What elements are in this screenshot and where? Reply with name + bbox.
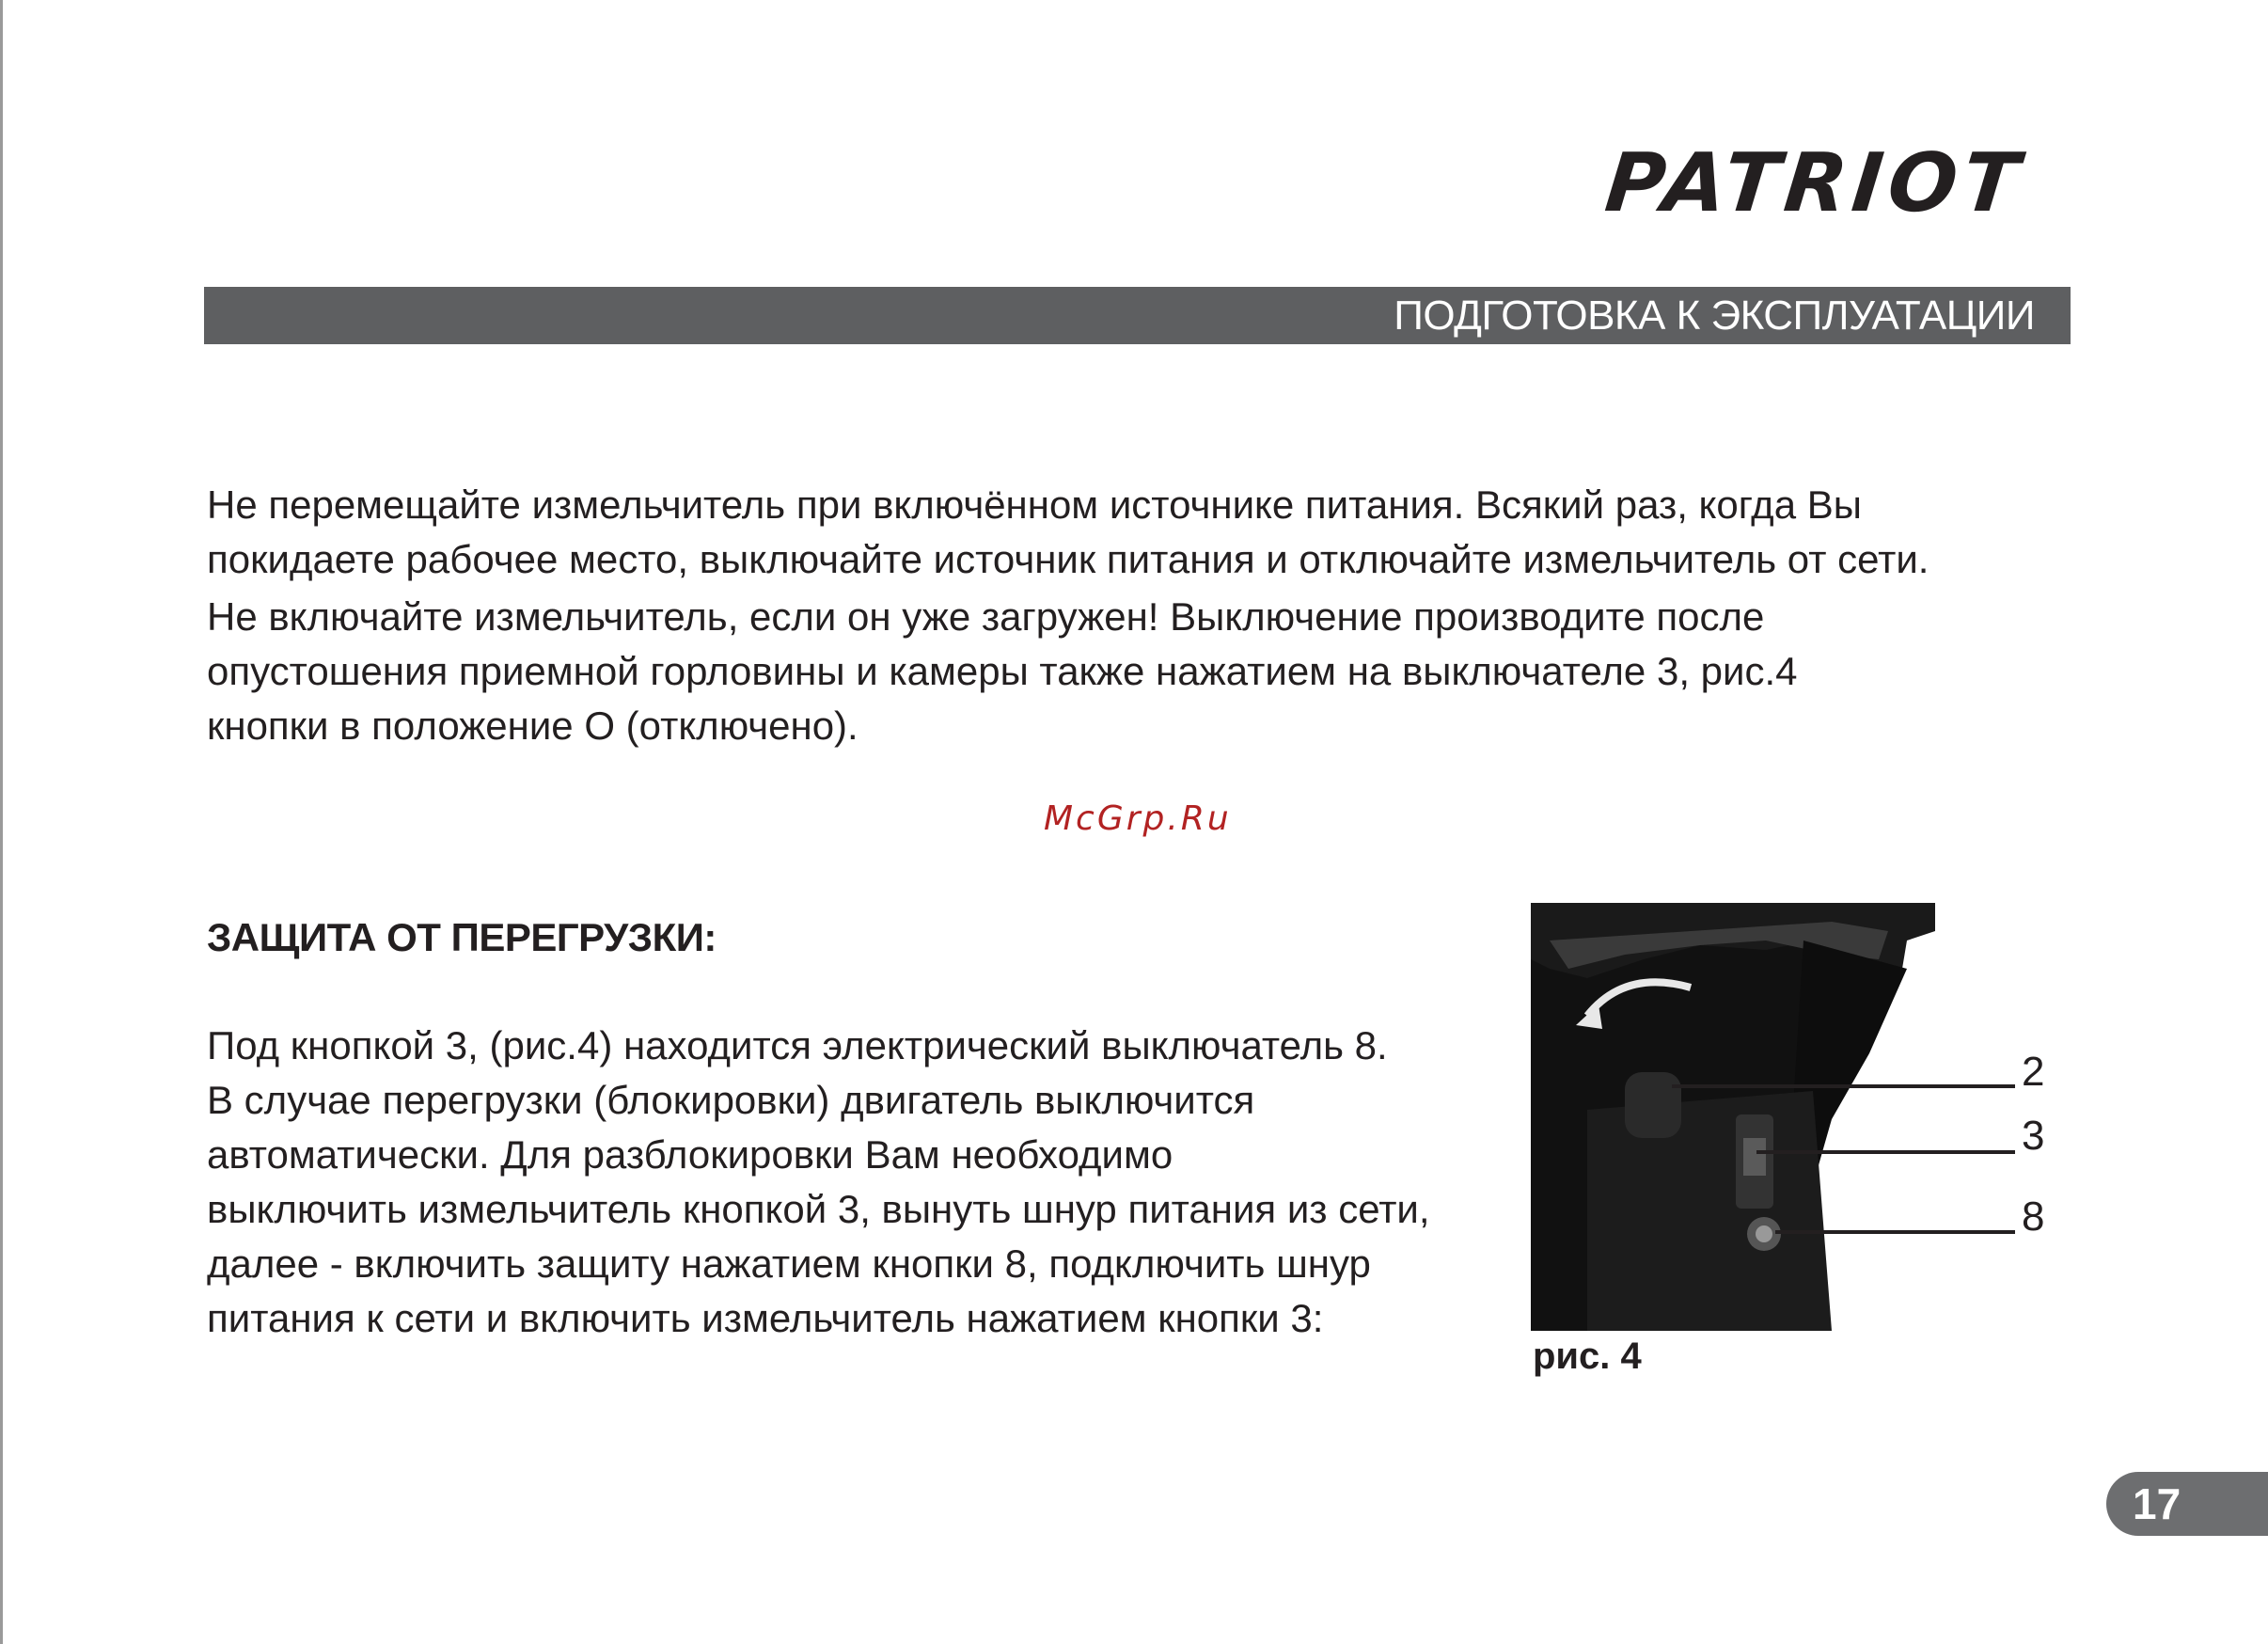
- intro-line: опустошения приемной горловины и камеры также нажатием на выключателе 3, рис.4: [207, 649, 1798, 693]
- intro-paragraph: [207, 478, 1929, 587]
- section-header-bar: [204, 287, 2071, 344]
- reset-button-center: [1756, 1225, 1772, 1242]
- intro-line: Не включайте измельчитель, если он уже загружен! Выключение производите после: [207, 594, 1765, 639]
- page-edge-rule: [0, 0, 3, 1644]
- callout-label-3: 3: [2022, 1113, 2045, 1159]
- switch-panel: [1587, 1091, 1832, 1331]
- knob-2: [1625, 1072, 1681, 1138]
- switch-photo-figure: [1531, 903, 2067, 1336]
- overload-line: автоматически. Для разблокировки Вам необходимо: [207, 1132, 1173, 1177]
- overload-line: В случае перегрузки (блокировки) двигатель выключится: [207, 1078, 1255, 1122]
- page-number-tab: [2106, 1472, 2268, 1536]
- page-number: 17: [2133, 1479, 2181, 1528]
- callout-label-2: 2: [2022, 1049, 2045, 1095]
- overload-paragraph: [207, 1019, 1430, 1346]
- overload-line: далее - включить защиту нажатием кнопки 8, подключить шнур: [207, 1241, 1371, 1286]
- intro-paragraph-2: [207, 590, 1798, 753]
- overload-heading: ЗАЩИТА ОТ ПЕРЕГРУЗКИ:: [207, 915, 717, 959]
- intro-line: Не перемещайте измельчитель при включённом источнике питания. Всякий раз, когда Вы: [207, 482, 1862, 527]
- overload-line: выключить измельчитель кнопкой 3, вынуть шнур питания из сети,: [207, 1187, 1430, 1231]
- overload-line: питания к сети и включить измельчитель нажатием кнопки 3:: [207, 1296, 1324, 1340]
- intro-line: кнопки в положение О (отключено).: [207, 703, 858, 748]
- intro-line: покидаете рабочее место, выключайте источник питания и отключайте измельчитель от сети.: [207, 537, 1929, 581]
- rocker-switch-face: [1743, 1138, 1766, 1176]
- patriot-logo: PATRIOT: [1600, 136, 2029, 230]
- figure-caption: рис. 4: [1533, 1336, 1642, 1377]
- section-title: ПОДГОТОВКА К ЭКСПЛУАТАЦИИ: [1394, 292, 2035, 339]
- watermark: McGrp.Ru: [1044, 799, 1232, 838]
- overload-line: Под кнопкой 3, (рис.4) находится электрический выключатель 8.: [207, 1023, 1388, 1067]
- callout-label-8: 8: [2022, 1193, 2045, 1240]
